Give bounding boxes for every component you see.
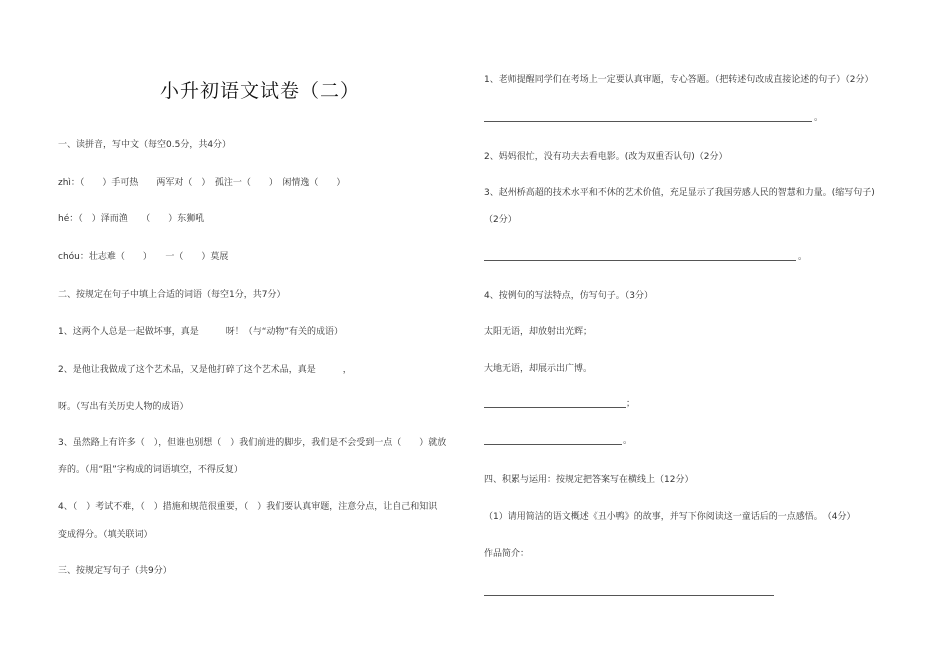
question-line: hé：（ ）泽而渔 （ ）东狮吼: [58, 214, 205, 224]
answer-line-period: 。: [798, 252, 808, 262]
section-three-heading: 三、按规定写句子（共9分）: [58, 566, 172, 576]
section-two-heading: 二、按规定在句子中填上合适的词语（每空1分，共7分）: [58, 290, 286, 300]
question-line: zhì：（ ）手可热 两军对（ ） 孤注一（ ） 闲情逸（ ）: [58, 178, 346, 188]
question-line: 弃的。（用“阻”字构成的词语填空，不得反复）: [58, 465, 243, 475]
question-line: 4、（ ）考试不难，（ ）措施和规范很重要，（ ）我们要认真审题，注意分点，让自己和知识: [58, 502, 438, 512]
example-sentence: 太阳无语，却放射出光辉；: [484, 327, 593, 337]
question-line: 4、按例句的写法特点，仿写句子。（3分）: [484, 291, 653, 301]
question-line: 变成得分。（填关联词）: [58, 530, 153, 540]
question-line: 3、赵州桥高超的技术水平和不休的艺术价值，充足显示了我国劳感人民的智慧和力量。(缩写句子): [484, 188, 875, 198]
question-line: 呀。（写出有关历史人物的成语）: [58, 402, 189, 412]
example-sentence: 大地无语，却展示出广博。: [484, 364, 593, 374]
answer-line[interactable]: [484, 444, 622, 445]
answer-line[interactable]: [484, 595, 774, 596]
question-line: chóu：壮志难（ ） 一（ ）莫展: [58, 252, 229, 262]
question-line: 2、妈妈很忙，没有功夫去看电影。(改为双重否认句)（2分）: [484, 152, 728, 162]
question-line: 3、虽然路上有许多（ ），但谁也别想（ ）我们前进的脚步，我们是不会受到一点（ ）就放: [58, 438, 447, 448]
question-line: 1、这两个人总是一起做坏事，真是 呀！（与“动物”有关的成语）: [58, 327, 344, 337]
answer-line-period: 。: [814, 113, 824, 123]
question-line: 2、是他让我做成了这个艺术品，又是他打碎了这个艺术品，真是 ，: [58, 365, 352, 375]
section-one-heading: 一、读拼音，写中文（每空0.5分，共4分）: [58, 140, 232, 150]
question-line: 作品简介：: [484, 549, 530, 559]
answer-line[interactable]: [484, 260, 796, 261]
answer-line[interactable]: [484, 121, 812, 122]
answer-line[interactable]: [484, 407, 626, 408]
page-title: 小升初语文试卷（二）: [160, 80, 361, 102]
question-line: （2分）: [484, 215, 517, 225]
question-line: （1）请用简洁的语文概述《丑小鸭》的故事，并写下你阅读这一童话后的一点感悟。 （4分）: [484, 512, 856, 522]
section-four-heading: 四、积累与运用：按规定把答案写在横线上（12分）: [484, 475, 694, 485]
answer-line-period: 。: [623, 436, 633, 446]
answer-line-semicolon: ；: [626, 399, 636, 409]
question-line: 1、老师提醒同学们在考场上一定要认真审题，专心答题。（把转述句改成直接论述的句子）（2分）: [484, 75, 874, 85]
